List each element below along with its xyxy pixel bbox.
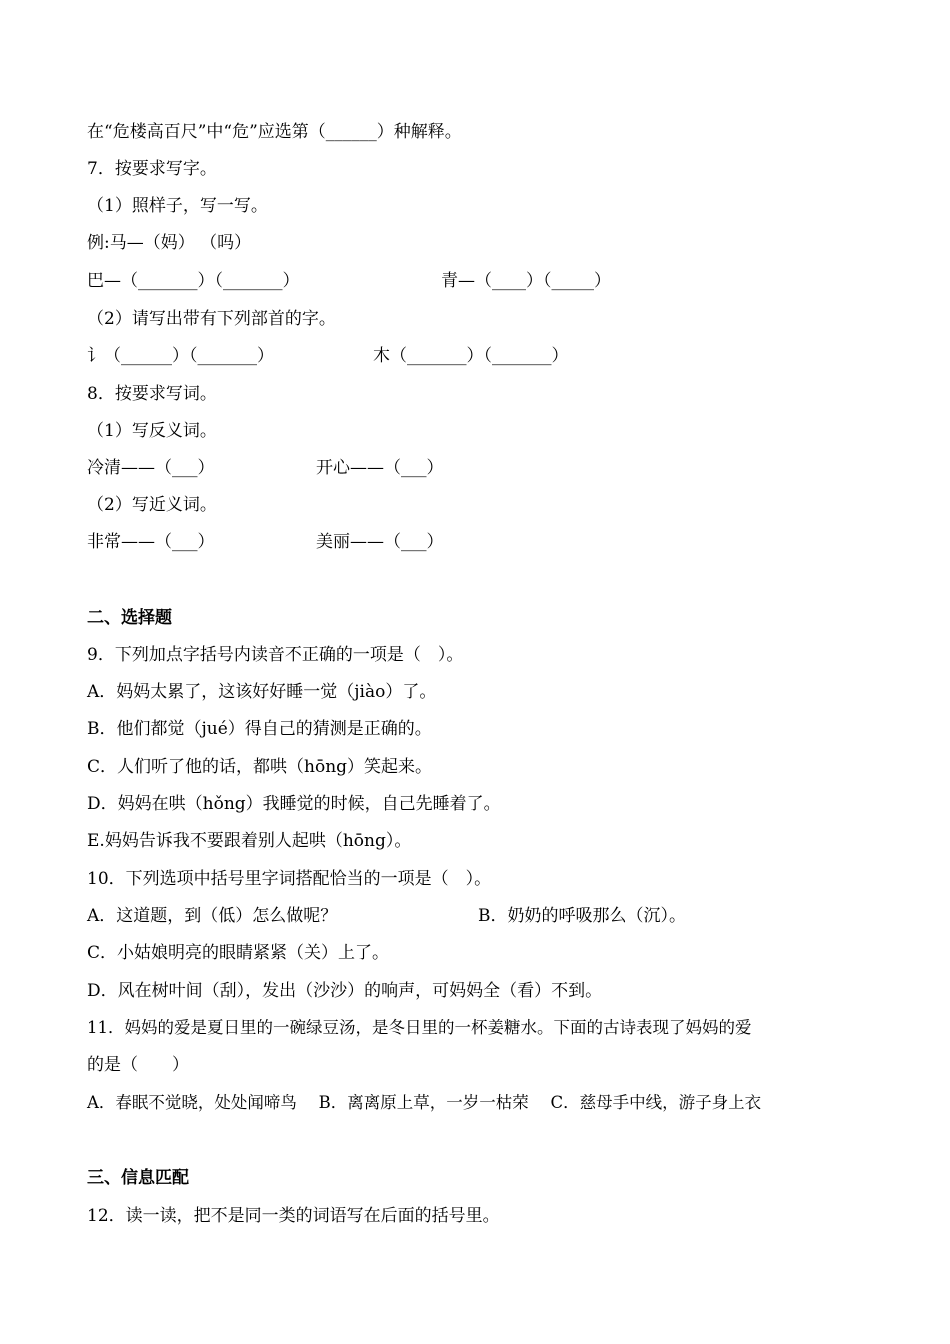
q8-part1-title: （1）写反义词。 <box>87 421 217 441</box>
q8-synonym-right: 美丽——（___） <box>316 532 444 552</box>
q10-stem: 10．下列选项中括号里字词搭配恰当的一项是（ ）。 <box>87 869 492 889</box>
q8-title: 8．按要求写词。 <box>87 384 217 404</box>
q8-synonym-left: 非常——（___） <box>87 532 215 552</box>
q11-stem-line2: 的是（ ） <box>87 1055 189 1075</box>
q7-radical-left: 讠（______）（_______） <box>87 346 274 366</box>
q7-example: 例:马—（妈） （吗） <box>87 233 252 253</box>
q7-row-right: 青—（____）（_____） <box>441 271 611 291</box>
q10-option-a: A．这道题，到（低）怎么做呢？ <box>87 906 338 926</box>
q10-option-b: B．奶奶的呼吸那么（沉）。 <box>478 906 686 926</box>
section2-heading: 二、选择题 <box>87 608 172 628</box>
q9-option-b: B．他们都觉（jué）得自己的猜测是正确的。 <box>87 719 432 739</box>
q11-options: A．春眠不觉晓，处处闻啼鸟 B．离离原上草，一岁一枯荣 C．慈母手中线，游子身上衣 <box>87 1093 762 1112</box>
q9-option-d: D．妈妈在哄（hǒng）我睡觉的时候，自己先睡着了。 <box>87 794 501 814</box>
q6-tail-line: 在“危楼高百尺”中“危”应选第（______）种解释。 <box>87 122 462 142</box>
q9-option-c: C．人们听了他的话，都哄（hōng）笑起来。 <box>87 757 433 777</box>
q7-part1-title: （1）照样子，写一写。 <box>87 196 268 216</box>
q9-option-e: E.妈妈告诉我不要跟着别人起哄（hōng）。 <box>87 831 412 851</box>
q11-stem-line1: 11．妈妈的爱是夏日里的一碗绿豆汤，是冬日里的一杯姜糖水。下面的古诗表现了妈妈的爱 <box>87 1018 752 1037</box>
q7-title: 7．按要求写字。 <box>87 159 217 179</box>
q12-stem: 12．读一读，把不是同一类的词语写在后面的括号里。 <box>87 1206 500 1226</box>
q7-radical-right: 木（_______）（_______） <box>373 346 569 366</box>
q7-part2-title: （2）请写出带有下列部首的字。 <box>87 309 336 329</box>
q9-option-a: A．妈妈太累了，这该好好睡一觉（jiào）了。 <box>87 682 437 702</box>
q9-stem: 9．下列加点字括号内读音不正确的一项是（ ）。 <box>87 645 464 665</box>
q8-antonym-left: 冷清——（___） <box>87 458 215 478</box>
section3-heading: 三、信息匹配 <box>87 1168 189 1188</box>
q7-row-left: 巴—（_______）（_______） <box>87 271 300 291</box>
q10-option-c: C．小姑娘明亮的眼睛紧紧（关）上了。 <box>87 943 390 963</box>
q8-part2-title: （2）写近义词。 <box>87 495 217 515</box>
q10-option-d: D．风在树叶间（刮），发出（沙沙）的响声，可妈妈全（看）不到。 <box>87 981 603 1001</box>
q8-antonym-right: 开心——（___） <box>316 458 444 478</box>
